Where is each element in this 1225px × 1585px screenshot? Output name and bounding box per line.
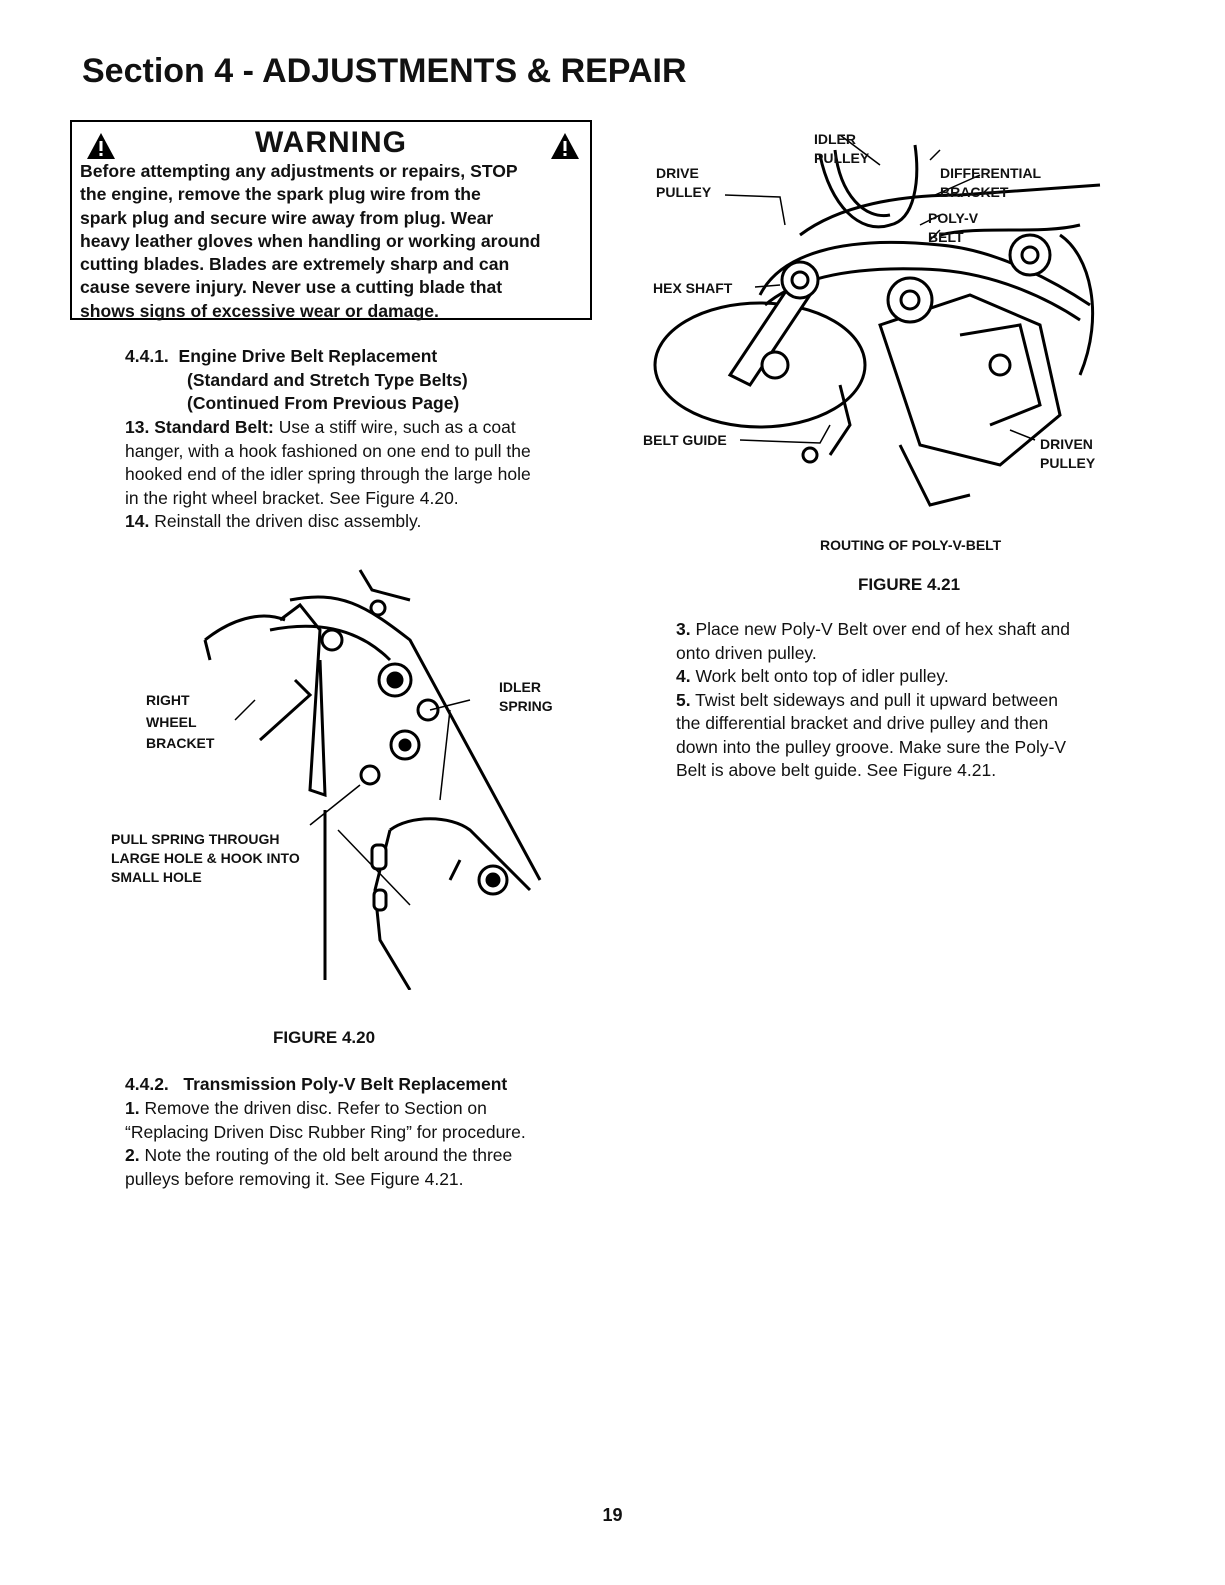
- subsection-heading-442: [125, 1073, 507, 1097]
- figure-label: BRACKET: [146, 735, 215, 751]
- step-number: 13.: [125, 417, 150, 437]
- figure-label: BRACKET: [940, 184, 1009, 200]
- step-number: 5.: [676, 689, 691, 710]
- warning-box: [70, 120, 592, 320]
- figure-label: RIGHT: [146, 692, 190, 708]
- warning-line: Before attempting any adjustments or repairs, STOP: [80, 161, 518, 181]
- step-line: [676, 618, 1132, 642]
- figure-caption: FIGURE 4.20: [273, 1028, 376, 1047]
- step-text: Use a stiff wire, such as a coat: [278, 417, 516, 437]
- step-text: Note the routing of the old belt around the three: [144, 1145, 513, 1165]
- step-line: pulleys before removing it. See Figure 4.21.: [125, 1168, 464, 1189]
- figure-label: PULLEY: [814, 150, 870, 166]
- step-number: 4.: [676, 666, 691, 686]
- warning-heading: WARNING: [255, 126, 407, 159]
- figure-label: BELT: [928, 229, 964, 245]
- warning-line: the engine, remove the spark plug wire from the: [80, 184, 481, 205]
- figure-label: IDLER: [499, 679, 541, 695]
- step-line: onto driven pulley.: [676, 642, 817, 663]
- warning-line: cutting blades. Blades are extremely sharp and can: [80, 254, 510, 275]
- step-text: Remove the driven disc. Refer to Section on: [144, 1098, 487, 1118]
- warning-triangle-icon: [550, 132, 580, 160]
- step-line: [125, 1144, 585, 1168]
- step-line: [676, 689, 1132, 713]
- figure-label: IDLER: [814, 131, 856, 147]
- figure-label: SPRING: [499, 698, 553, 714]
- warning-text: [80, 160, 584, 323]
- warning-line: cause severe injury. Never use a cutting blade that: [80, 277, 503, 298]
- step-line: “Replacing Driven Disc Rubber Ring” for procedure.: [125, 1121, 526, 1142]
- subsection-title: Engine Drive Belt Replacement: [178, 346, 438, 366]
- subsection-title: Transmission Poly-V Belt Replacement: [183, 1074, 508, 1094]
- figure-label: WHEEL: [146, 714, 197, 730]
- step-line: [676, 665, 1132, 689]
- steps-right: [676, 618, 1132, 783]
- step-number: 14.: [125, 511, 150, 531]
- subsection-number: 4.4.2.: [125, 1074, 169, 1094]
- figure-label: PULLEY: [1040, 455, 1096, 471]
- figure-caption: FIGURE 4.21: [858, 575, 961, 594]
- step-line: [125, 1097, 585, 1121]
- step-text: in the right wheel bracket. See Figure 4.20.: [125, 487, 459, 508]
- figure-420-illustration: [110, 560, 570, 990]
- step-number: 3.: [676, 619, 691, 639]
- figure-label: POLY-V: [928, 210, 979, 226]
- step-line: the differential bracket and drive pulley and then: [676, 713, 1049, 733]
- step-line: down into the pulley groove. Make sure the Poly-V: [676, 736, 1067, 757]
- figure-label: DIFFERENTIAL: [940, 165, 1042, 181]
- figure-421-illustration: [640, 125, 1120, 545]
- subsection-subtitle: (Continued From Previous Page): [187, 393, 460, 413]
- figure-label: SMALL HOLE: [111, 869, 202, 885]
- step-line: Belt is above belt guide. See Figure 4.21.: [676, 760, 997, 780]
- step-text: Reinstall the driven disc assembly.: [154, 511, 422, 531]
- section-title: Section 4 - ADJUSTMENTS & REPAIR: [82, 52, 687, 90]
- figure-subcaption: ROUTING OF POLY-V-BELT: [820, 537, 1002, 553]
- subsection-heading-441: [125, 345, 468, 416]
- figure-label: PULLEY: [656, 184, 712, 200]
- steps-left: [125, 1097, 585, 1191]
- subsection-subtitle: (Standard and Stretch Type Belts): [187, 369, 468, 390]
- step-number: 1.: [125, 1098, 140, 1118]
- figure-label: BELT GUIDE: [643, 432, 727, 448]
- step-text: hooked end of the idler spring through the large hole: [125, 464, 531, 484]
- warning-line: spark plug and secure wire away from plug. Wear: [80, 207, 494, 228]
- figure-label: HEX SHAFT: [653, 280, 733, 296]
- step-14: [125, 510, 585, 534]
- figure-label: LARGE HOLE & HOOK INTO: [111, 850, 300, 866]
- warning-line: heavy leather gloves when handling or working around: [80, 230, 541, 251]
- step-lead: Standard Belt:: [154, 417, 274, 437]
- step-text: Twist belt sideways and pull it upward between: [695, 689, 1058, 710]
- step-13: [125, 416, 585, 510]
- warning-line: shows signs of excessive wear or damage.: [80, 300, 439, 321]
- step-text: Work belt onto top of idler pulley.: [695, 666, 949, 686]
- figure-label: DRIVE: [656, 165, 699, 181]
- step-text: hanger, with a hook fashioned on one end to pull the: [125, 440, 531, 461]
- page-number: 19: [602, 1505, 623, 1525]
- figure-label: PULL SPRING THROUGH: [111, 831, 280, 847]
- figure-label: DRIVEN: [1040, 436, 1093, 452]
- subsection-number: 4.4.1.: [125, 346, 169, 366]
- step-number: 2.: [125, 1145, 140, 1165]
- step-text: Place new Poly-V Belt over end of hex shaft and: [695, 619, 1071, 639]
